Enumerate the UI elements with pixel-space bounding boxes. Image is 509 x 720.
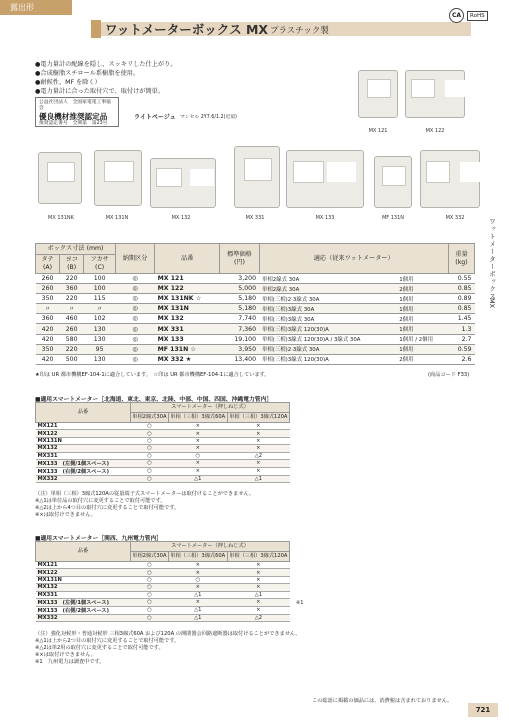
fukasa-cell: 130: [84, 334, 116, 344]
tate-cell: 420: [36, 324, 60, 334]
product-cell: MX332: [36, 475, 131, 482]
weight-cell: 0.89: [448, 294, 474, 304]
weight-cell: 2.7: [448, 334, 474, 344]
quantity-cell: 1個用: [396, 294, 448, 304]
product-number-cell: MX 131N: [155, 304, 220, 314]
price-header: [220, 244, 259, 274]
application-cell: 単相(三相)3線式 120(30)A / 3線式 30A: [259, 334, 396, 344]
price-header-label: 標準価格: [227, 250, 252, 258]
product-label: MX 331: [245, 215, 265, 221]
compat-cell: △1: [227, 475, 289, 482]
table-row: [36, 562, 290, 569]
price-cell: 5,000: [220, 284, 259, 294]
side-series: MX: [488, 298, 496, 309]
delivery-cell: ◎: [116, 344, 155, 354]
fukasa-header: [84, 255, 116, 274]
note-line: （注）強化対候形・普通対候形 三相3線式60A および120A の開閉器会回路遮断器は取付けることができません。: [35, 631, 301, 637]
compat-cell: ○: [131, 562, 169, 569]
product-image-mx132: [150, 158, 216, 208]
delivery-header: 納期区分: [116, 244, 155, 274]
application-cell: 単相(三相)3線式 30A: [259, 304, 396, 314]
tate-cell: 420: [36, 334, 60, 344]
fukasa-cell: 100: [84, 274, 116, 284]
feature-item: ●合成樹脂スチロール系樹脂を使用。: [35, 70, 140, 77]
color-reference: マンセル 2Y7.6/1.2(近似): [180, 115, 237, 120]
tate-cell: 350: [36, 294, 60, 304]
table-row: [36, 354, 475, 364]
product-cell: MX331: [36, 452, 131, 459]
certification-box: [35, 97, 119, 127]
smart-meter-notes-west: [35, 631, 301, 666]
table-row: [36, 452, 290, 459]
weight-cell: 0.85: [448, 304, 474, 314]
compat-cell: ×: [227, 562, 289, 569]
compat-cell: ○: [131, 569, 169, 576]
tate-cell: 260: [36, 274, 60, 284]
price-cell: 7,740: [220, 314, 259, 324]
page-number: 721: [468, 703, 498, 717]
smart-meter-table-east: [35, 402, 290, 483]
product-cell: MX121: [36, 562, 131, 569]
compat-cell: ○: [131, 576, 169, 583]
compat-cell: ○: [131, 591, 169, 598]
price-cell: 7,360: [220, 324, 259, 334]
product-number-cell: MF 131N ☆: [155, 344, 220, 354]
price-cell: 19,100: [220, 334, 259, 344]
application-cell: 単相(三相)3線式 120(30)A: [259, 324, 396, 334]
weight-cell: 0.85: [448, 284, 474, 294]
product-cell: MX131N: [36, 576, 131, 583]
compat-cell: ×: [227, 459, 289, 467]
ca-badge: CA: [449, 8, 464, 23]
product-code: (商品コード F33): [428, 372, 470, 378]
fukasa-cell: 130: [84, 324, 116, 334]
product-label: MX 131N: [105, 215, 129, 221]
product-image-mx331: [234, 146, 280, 208]
product-label: MX 122: [425, 128, 445, 134]
yoko-cell: 220: [60, 294, 84, 304]
application-cell: 単相(三相)3線式 30A: [259, 314, 396, 324]
note-line: （注）単相（三相）3線式120Aの従量端子式スマートメーターは取付けることができません。: [35, 491, 255, 497]
price-cell: 5,180: [220, 294, 259, 304]
product-number-cell: MX 122: [155, 284, 220, 294]
product-number-cell: MX 131NK ☆: [155, 294, 220, 304]
quantity-cell: 2個用: [396, 284, 448, 294]
product-cell: MX133 (右側/2個スペース): [36, 467, 131, 475]
product-header: 品番: [36, 542, 131, 562]
product-number-header: 品番: [155, 244, 220, 274]
table-row: [36, 324, 475, 334]
table-row: [36, 294, 475, 304]
product-image-mx122: [405, 70, 465, 118]
product-image-mf131n: [374, 156, 412, 208]
tate-cell: 420: [36, 354, 60, 364]
note-line: ※×は取付けできません。: [35, 652, 96, 658]
quantity-cell: 1個用: [396, 304, 448, 314]
price-cell: 13,400: [220, 354, 259, 364]
product-spec-table: [35, 243, 475, 365]
product-label: MX 332: [445, 215, 465, 221]
table-row: [36, 314, 475, 324]
tate-header: [36, 255, 60, 274]
product-label: MF 131N: [381, 215, 405, 221]
product-number-cell: MX 121: [155, 274, 220, 284]
yoko-cell: 220: [60, 344, 84, 354]
kyushu-mark: ※1: [296, 600, 304, 606]
note-line: ※△2は単2用の取付穴に変更することで取付可能です。: [35, 645, 164, 651]
price-cell: 5,180: [220, 304, 259, 314]
tate-cell: 260: [36, 284, 60, 294]
fukasa-cell: 115: [84, 294, 116, 304]
compat-cell: ×: [227, 584, 289, 591]
tate-cell: 350: [36, 344, 60, 354]
compat-cell: ○: [131, 445, 169, 452]
weight-cell: 0.55: [448, 274, 474, 284]
table-row: [36, 584, 290, 591]
compat-cell: ○: [131, 584, 169, 591]
smart-meter-table-west: [35, 541, 290, 622]
smart-meter-header: スマートメーター（押しねじ式）: [131, 542, 290, 552]
compat-cell: ×: [227, 606, 289, 614]
delivery-cell: ◎: [116, 304, 155, 314]
quantity-cell: 2個用: [396, 354, 448, 364]
weight-cell: 2.6: [448, 354, 474, 364]
compat-cell: ○: [168, 576, 227, 583]
product-cell: MX133 (左側/1個スペース): [36, 598, 131, 606]
application-cell: 単相(三相)2·3線式 30A: [259, 294, 396, 304]
col1-header: 単相2線式30A: [131, 413, 169, 423]
table-row: [36, 274, 475, 284]
price-header-unit: (円): [233, 258, 245, 266]
smart-meter-notes-east: [35, 491, 254, 519]
product-label: MX 121: [368, 128, 388, 134]
compat-cell: △1: [227, 591, 289, 598]
application-cell: 単相(三相)3線式 120(30)A: [259, 354, 396, 364]
compat-cell: ○: [131, 475, 169, 482]
table-row: [36, 344, 475, 354]
compat-cell: ×: [227, 437, 289, 444]
product-image-mx131n: [94, 150, 142, 206]
table-row: [36, 430, 290, 437]
feature-item: ●電力量計の配線を隠し、スッキリした仕上がり。: [35, 61, 177, 68]
section-tag: 露出形: [0, 0, 72, 15]
page-title: ワットメーターボックス MX: [105, 22, 269, 37]
yoko-label: ヨコ: [65, 256, 78, 263]
note-line: ※△2は上から4つ目の取付穴に変更することで取付可能です。: [35, 505, 180, 511]
delivery-cell: ◎: [116, 314, 155, 324]
compat-cell: △1: [168, 614, 227, 621]
table-row: [36, 475, 290, 482]
compat-cell: ×: [168, 562, 227, 569]
weight-header-unit: (kg): [455, 258, 468, 266]
compat-cell: △2: [227, 614, 289, 621]
product-number-cell: MX 132: [155, 314, 220, 324]
table-row: [36, 591, 290, 598]
compat-cell: ×: [227, 445, 289, 452]
tate-label: タテ: [41, 256, 54, 263]
table-row: [36, 437, 290, 444]
tate-unit: (A): [43, 264, 53, 271]
fukasa-cell: 100: [84, 284, 116, 294]
product-number-cell: MX 133: [155, 334, 220, 344]
compat-cell: ×: [227, 430, 289, 437]
cert-line2: 優良機材推奨認定品: [39, 112, 108, 121]
application-cell: 単相2線式 30A: [259, 284, 396, 294]
cert-line1: 公益社団法人 全国家電電工事協会: [39, 100, 111, 111]
tax-note: この総語に掲載の価品には、消費税は含まれておりません。: [312, 698, 453, 704]
quantity-cell: 1個用: [396, 324, 448, 334]
dimensions-header: ボックス寸法 (mm): [36, 244, 116, 255]
product-image-mx332: [420, 150, 480, 208]
compat-cell: ○: [131, 614, 169, 621]
compat-cell: ×: [227, 576, 289, 583]
delivery-cell: ◎: [116, 274, 155, 284]
smart-meter-table-title: ■適用スマートメーター［北海道、東北、東京、北陸、中部、中国、四国、沖縄電力管内］: [35, 397, 273, 403]
weight-cell: 0.59: [448, 344, 474, 354]
product-image-mx133: [286, 150, 364, 208]
compat-cell: △1: [168, 475, 227, 482]
table-row: [36, 614, 290, 621]
yoko-header: [60, 255, 84, 274]
application-cell: 単相(三相)2·3線式 30A: [259, 344, 396, 354]
compat-cell: ○: [131, 459, 169, 467]
table-row: [36, 467, 290, 475]
price-cell: 3,200: [220, 274, 259, 284]
product-cell: MX122: [36, 430, 131, 437]
col1-header: 単相2線式30A: [131, 552, 169, 562]
product-cell: MX133 (左側/1個スペース): [36, 459, 131, 467]
compat-cell: ×: [227, 598, 289, 606]
feature-item: ●電力量計に合った取付穴で、取付けが簡単。: [35, 88, 165, 95]
weight-header-label: 重量: [455, 250, 468, 258]
compat-cell: ○: [131, 452, 169, 459]
yoko-cell: 220: [60, 274, 84, 284]
tate-cell: 〃: [36, 304, 60, 314]
page-subtitle: プラスチック製: [270, 26, 329, 36]
quantity-cell: 1個用 / 2個用: [396, 334, 448, 344]
product-cell: MX133 (右側/2個スペース): [36, 606, 131, 614]
application-cell: 単相2線式 30A: [259, 274, 396, 284]
table-row: [36, 576, 290, 583]
compat-cell: ×: [168, 423, 227, 430]
product-cell: MX131N: [36, 437, 131, 444]
col2-header: 単相（三相）3線式60A: [168, 413, 227, 423]
quantity-cell: 1個用: [396, 274, 448, 284]
compat-cell: ×: [168, 598, 227, 606]
product-header: 品番: [36, 403, 131, 423]
note-line: ※×は取付けできません。: [35, 512, 96, 518]
fukasa-cell: 102: [84, 314, 116, 324]
table-row: [36, 304, 475, 314]
note-line: ※1 九州電力は調査中です。: [35, 659, 105, 665]
delivery-cell: ◎: [116, 334, 155, 344]
table-row: [36, 284, 475, 294]
note-line: ※△1は単位品の取付穴に変更することで取付可能です。: [35, 498, 166, 504]
product-label: MX 131NK: [48, 215, 74, 221]
product-image-mx131nk: [38, 152, 82, 204]
quantity-cell: 1個用: [396, 344, 448, 354]
feature-list: [35, 60, 176, 96]
fukasa-cell: 〃: [84, 304, 116, 314]
weight-cell: 1.3: [448, 324, 474, 334]
table-note: ★印は UR 都市機構EF-104-1に適合しています。 ☆印は UR 都市機構EF-104-1に適合しています。: [35, 372, 270, 378]
product-number-cell: MX 331: [155, 324, 220, 334]
compat-cell: ×: [168, 467, 227, 475]
compat-cell: ○: [131, 606, 169, 614]
table-row: [36, 598, 290, 606]
compat-cell: ×: [168, 569, 227, 576]
product-cell: MX132: [36, 584, 131, 591]
yoko-cell: 580: [60, 334, 84, 344]
yoko-cell: 460: [60, 314, 84, 324]
table-row: [36, 569, 290, 576]
compat-cell: ×: [168, 445, 227, 452]
smart-meter-table-title: ■適用スマートメーター［関西、九州電力管内］: [35, 536, 163, 542]
delivery-cell: ◎: [116, 354, 155, 364]
compat-cell: ○: [131, 423, 169, 430]
col3-header: 単相（三相）3線式120A: [227, 413, 289, 423]
note-line: ※△1は上から2つ目の取付穴に変更することで取付可能です。: [35, 638, 180, 644]
delivery-cell: ◎: [116, 284, 155, 294]
yoko-cell: 500: [60, 354, 84, 364]
product-cell: MX132: [36, 445, 131, 452]
compat-cell: ×: [168, 430, 227, 437]
compat-cell: △2: [227, 452, 289, 459]
compat-cell: ○: [168, 452, 227, 459]
product-label: MX 132: [171, 215, 191, 221]
weight-cell: 1.45: [448, 314, 474, 324]
side-category: ワットメーターボックス: [488, 218, 496, 301]
compat-cell: ×: [227, 467, 289, 475]
compat-cell: ○: [131, 430, 169, 437]
fukasa-cell: 95: [84, 344, 116, 354]
compat-cell: ×: [227, 569, 289, 576]
compat-cell: △1: [168, 591, 227, 598]
application-header: 適応（従来ワットメーター）: [259, 244, 448, 274]
product-image-mx121: [358, 70, 398, 118]
compat-cell: ×: [168, 584, 227, 591]
compat-cell: ×: [168, 437, 227, 444]
compat-cell: ○: [131, 437, 169, 444]
fukasa-label: フカサ: [90, 256, 109, 263]
badges: [449, 8, 488, 23]
table-row: [36, 423, 290, 430]
smart-meter-header: スマートメーター（押しねじ式）: [131, 403, 290, 413]
compat-cell: △1: [168, 606, 227, 614]
yoko-cell: 〃: [60, 304, 84, 314]
fukasa-cell: 130: [84, 354, 116, 364]
color-label: ライトページュ: [134, 114, 176, 121]
product-cell: MX121: [36, 423, 131, 430]
quantity-cell: 2個用: [396, 314, 448, 324]
table-row: [36, 606, 290, 614]
product-number-cell: MX 332 ★: [155, 354, 220, 364]
feature-item: ●耐候性、MF を除く）: [35, 79, 101, 86]
rohs-badge: RoHS: [467, 11, 488, 21]
price-cell: 3,950: [220, 344, 259, 354]
product-cell: MX331: [36, 591, 131, 598]
yoko-cell: 260: [60, 324, 84, 334]
cert-line3: 推奨認定番号 全関第 第23号: [39, 121, 108, 126]
compat-cell: ×: [227, 423, 289, 430]
table-row: [36, 445, 290, 452]
col2-header: 単相（三相）3線式60A: [168, 552, 227, 562]
delivery-cell: ◎: [116, 294, 155, 304]
fukasa-unit: (C): [95, 264, 105, 271]
product-cell: MX122: [36, 569, 131, 576]
tate-cell: 360: [36, 314, 60, 324]
col3-header: 単相（三相）3線式120A: [227, 552, 289, 562]
compat-cell: ○: [131, 598, 169, 606]
delivery-cell: ◎: [116, 324, 155, 334]
product-label: MX 133: [315, 215, 335, 221]
table-row: [36, 334, 475, 344]
compat-cell: ○: [131, 467, 169, 475]
product-cell: MX332: [36, 614, 131, 621]
table-row: [36, 459, 290, 467]
compat-cell: ×: [168, 459, 227, 467]
weight-header: [448, 244, 474, 274]
yoko-cell: 360: [60, 284, 84, 294]
yoko-unit: (B): [67, 264, 77, 271]
